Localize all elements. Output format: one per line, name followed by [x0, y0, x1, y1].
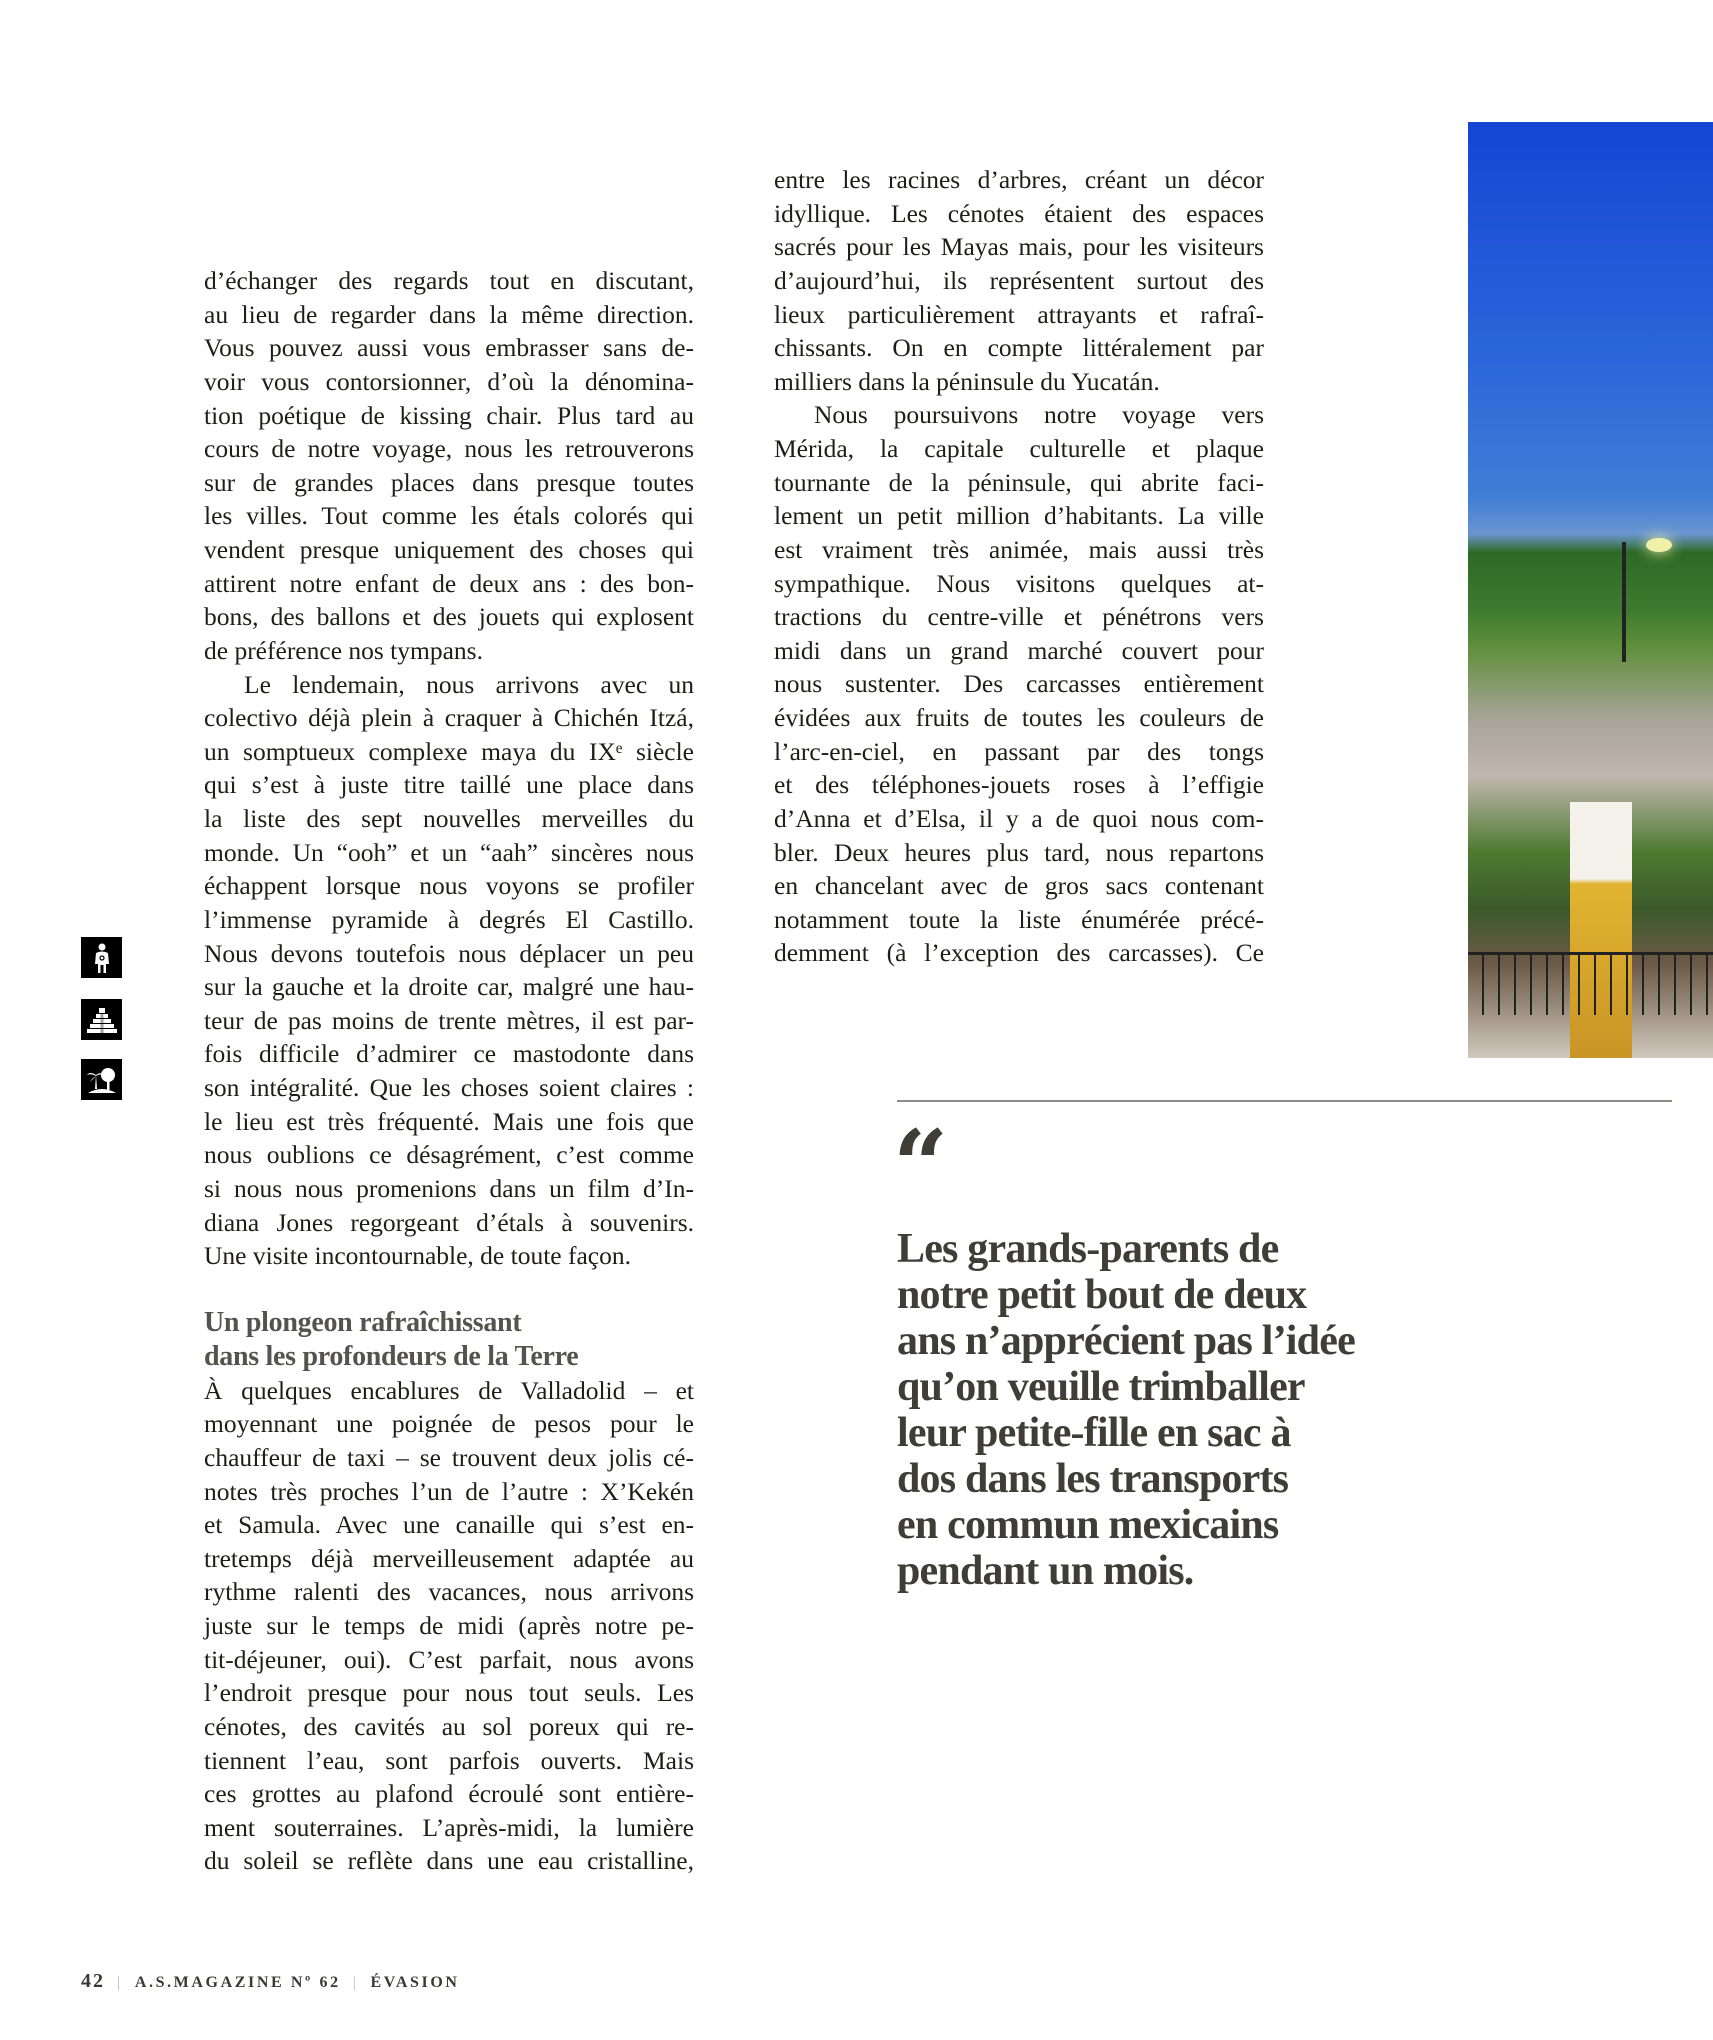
body-text-line: notamment toute la liste énumérée précé- [774, 904, 1264, 934]
body-text-line: d’Anna et d’Elsa, il y a de quoi nous com- [774, 803, 1264, 833]
body-text-line: sur de grandes places dans presque toutes [204, 467, 694, 497]
body-text-line: Une visite incontournable, de toute façon. [204, 1241, 631, 1271]
body-text-line: ces grottes au plafond écroulé sont entière- [204, 1779, 694, 1809]
body-text-line: vendent presque uniquement des choses qui [204, 535, 694, 564]
mayan-pyramid-icon [81, 999, 122, 1040]
spacer [204, 1273, 694, 1307]
body-text-line: nous sustenter. Des carcasses entièrement [774, 669, 1264, 699]
body-text-line: sympathique. Nous visitons quelques at- [774, 568, 1264, 598]
body-text-line: tretemps déjà merveilleusement adaptée au [204, 1543, 694, 1573]
body-text-line: la liste des sept nouvelles merveilles du [204, 804, 694, 833]
body-text-line: sacrés pour les Mayas mais, pour les visiteurs [774, 232, 1264, 262]
body-text-line: milliers dans la péninsule du Yucatán. [774, 366, 1160, 396]
body-text-line: juste sur le temps de midi (après notre pe- [204, 1611, 694, 1640]
body-text-line: au lieu de regarder dans la même direction. [204, 299, 694, 329]
street-lamp-light [1646, 538, 1672, 552]
body-text-line: voir vous contorsionner, d’où la dénomina- [204, 366, 694, 396]
body-text-line: ment souterraines. L’après-midi, la lumière [204, 1812, 694, 1842]
body-text-line: cénotes, des cavités au sol poreux qui re- [204, 1711, 694, 1741]
body-text-line: l’immense pyramide à degrés El Castillo. [204, 904, 694, 934]
article-column-left [204, 264, 694, 1878]
body-text-line: bler. Deux heures plus tard, nous repartons [774, 837, 1264, 867]
body-text-line: en chancelant avec de gros sacs contenant [774, 871, 1264, 901]
body-text-line: idyllique. Les cénotes étaient des espaces [774, 198, 1264, 228]
magazine-issue: A.S.MAGAZINE Nº 62 [134, 1974, 341, 1991]
section-name: ÉVASION [370, 1974, 460, 1991]
body-text-line: l’endroit presque pour nous tout seuls. Les [204, 1678, 694, 1708]
pull-quote-line: notre petit bout de deux [897, 1272, 1307, 1318]
body-text-line: et des téléphones-jouets roses à l’effigie [774, 770, 1264, 800]
body-text-line: lieux particulièrement attrayants et rafraî- [774, 299, 1264, 329]
yellow-gate-post [1570, 802, 1632, 1058]
body-text-line: est vraiment très animée, mais aussi très [774, 534, 1264, 564]
pull-quote [897, 1226, 1355, 1594]
merida-park-photo [1468, 122, 1713, 1058]
body-text-line: d’échanger des regards tout en discutant, [204, 266, 694, 295]
iron-fence [1468, 952, 1713, 1015]
body-text-line: chissants. On en compte littéralement par [774, 333, 1264, 363]
section-heading: dans les profondeurs de la Terre [204, 1341, 579, 1372]
body-text-line: échappent lorsque nous voyons se profiler [204, 871, 694, 901]
body-text-line: tractions du centre-ville et pénétrons vers [774, 602, 1264, 632]
body-text-line: midi dans un grand marché couvert pour [774, 635, 1264, 665]
body-text-line: rythme ralenti des vacances, nous arrivons [204, 1577, 694, 1607]
body-text-line: évidées aux fruits de toutes les couleurs de [774, 703, 1264, 732]
street-lamp-pole [1622, 542, 1626, 662]
body-text-line: Vous pouvez aussi vous embrasser sans de- [204, 333, 694, 363]
body-text-line: les villes. Tout comme les étals colorés qui [204, 501, 694, 531]
body-text-line: notes très proches l’un de l’autre : X’Kekén [204, 1476, 694, 1506]
body-text-line: tournante de la péninsule, qui abrite faci- [774, 467, 1264, 497]
quote-mark-icon: “ [893, 1109, 949, 1222]
woman-with-baby-carrier-icon [81, 937, 122, 978]
pull-quote-line: dos dans les transports [897, 1456, 1289, 1502]
body-text-line: bons, des ballons et des jouets qui explosent [204, 602, 694, 632]
page-footer [81, 1970, 460, 1993]
body-text-line: qui s’est à juste titre taillé une place dans [204, 770, 694, 800]
body-text-line: tit-déjeuner, oui). C’est parfait, nous avons [204, 1644, 694, 1674]
article-column-right [774, 163, 1264, 970]
pull-quote-line: Les grands-parents de [897, 1226, 1279, 1272]
body-text-line: cours de notre voyage, nous les retrouverons [204, 434, 694, 464]
body-text-line: colectivo déjà plein à craquer à Chichén Itzá, [204, 703, 694, 733]
body-text-line: fois difficile d’admirer ce mastodonte dans [204, 1039, 694, 1069]
pull-quote-line: leur petite-fille en sac à [897, 1410, 1291, 1456]
body-text-line: de préférence nos tympans. [204, 635, 483, 665]
footer-separator: | [117, 1974, 123, 1991]
body-text-line: Mérida, la capitale culturelle et plaque [774, 434, 1264, 463]
body-text-line: monde. Un “ooh” et un “aah” sincères nous [204, 837, 694, 867]
body-text-line: teur de pas moins de trente mètres, il est par- [204, 1005, 694, 1035]
body-text-line: attirent notre enfant de deux ans : des bon- [204, 568, 694, 598]
page-number: 42 [81, 1970, 105, 1992]
body-text-line: son intégralité. Que les choses soient claires : [204, 1073, 694, 1102]
body-text-line: demment (à l’exception des carcasses). Ce [774, 938, 1264, 968]
body-text-line: si nous nous promenions dans un film d’In- [204, 1173, 694, 1203]
body-text-line: lement un petit million d’habitants. La ville [774, 501, 1264, 531]
body-text-line: tion poétique de kissing chair. Plus tard au [204, 400, 694, 430]
body-text-line: entre les racines d’arbres, créant un décor [774, 165, 1264, 194]
body-text-line: nous oublions ce désagrément, c’est comme [204, 1140, 694, 1170]
body-text-line: chauffeur de taxi – se trouvent deux jolis cé- [204, 1442, 694, 1472]
pull-quote-line: ans n’apprécient pas l’idée [897, 1318, 1355, 1364]
body-text-line: un somptueux complexe maya du IXᵉ siècle [204, 736, 694, 766]
footer-separator: | [352, 1974, 359, 1991]
body-text-line: tiennent l’eau, sont parfois ouverts. Mais [204, 1745, 694, 1775]
body-text-line: le lieu est très fréquenté. Mais une fois que [204, 1106, 694, 1136]
body-text-line: du soleil se reflète dans une eau cristalline, [204, 1846, 694, 1876]
body-text-line: et Samula. Avec une canaille qui s’est en- [204, 1510, 694, 1540]
body-text-line: moyennant une poignée de pesos pour le [204, 1409, 694, 1439]
body-text-line: l’arc-en-ciel, en passant par des tongs [774, 736, 1264, 766]
body-text-line: À quelques encablures de Valladolid – et [204, 1375, 694, 1405]
body-text-line: Nous poursuivons notre voyage vers [814, 400, 1264, 430]
body-text-line: Le lendemain, nous arrivons avec un [244, 669, 694, 699]
pull-quote-line: pendant un mois. [897, 1548, 1194, 1594]
palm-tree-island-icon [81, 1059, 122, 1100]
pull-quote-divider [897, 1100, 1672, 1102]
section-heading: Un plongeon rafraîchissant [204, 1307, 522, 1339]
body-text-line: d’aujourd’hui, ils représentent surtout des [774, 265, 1264, 295]
pull-quote-line: en commun mexicains [897, 1502, 1279, 1548]
pull-quote-line: qu’on veuille trimballer [897, 1364, 1305, 1410]
body-text-line: Nous devons toutefois nous déplacer un peu [204, 938, 694, 968]
body-text-line: sur la gauche et la droite car, malgré une hau- [204, 972, 694, 1002]
body-text-line: diana Jones regorgeant d’étals à souvenirs. [204, 1207, 694, 1237]
